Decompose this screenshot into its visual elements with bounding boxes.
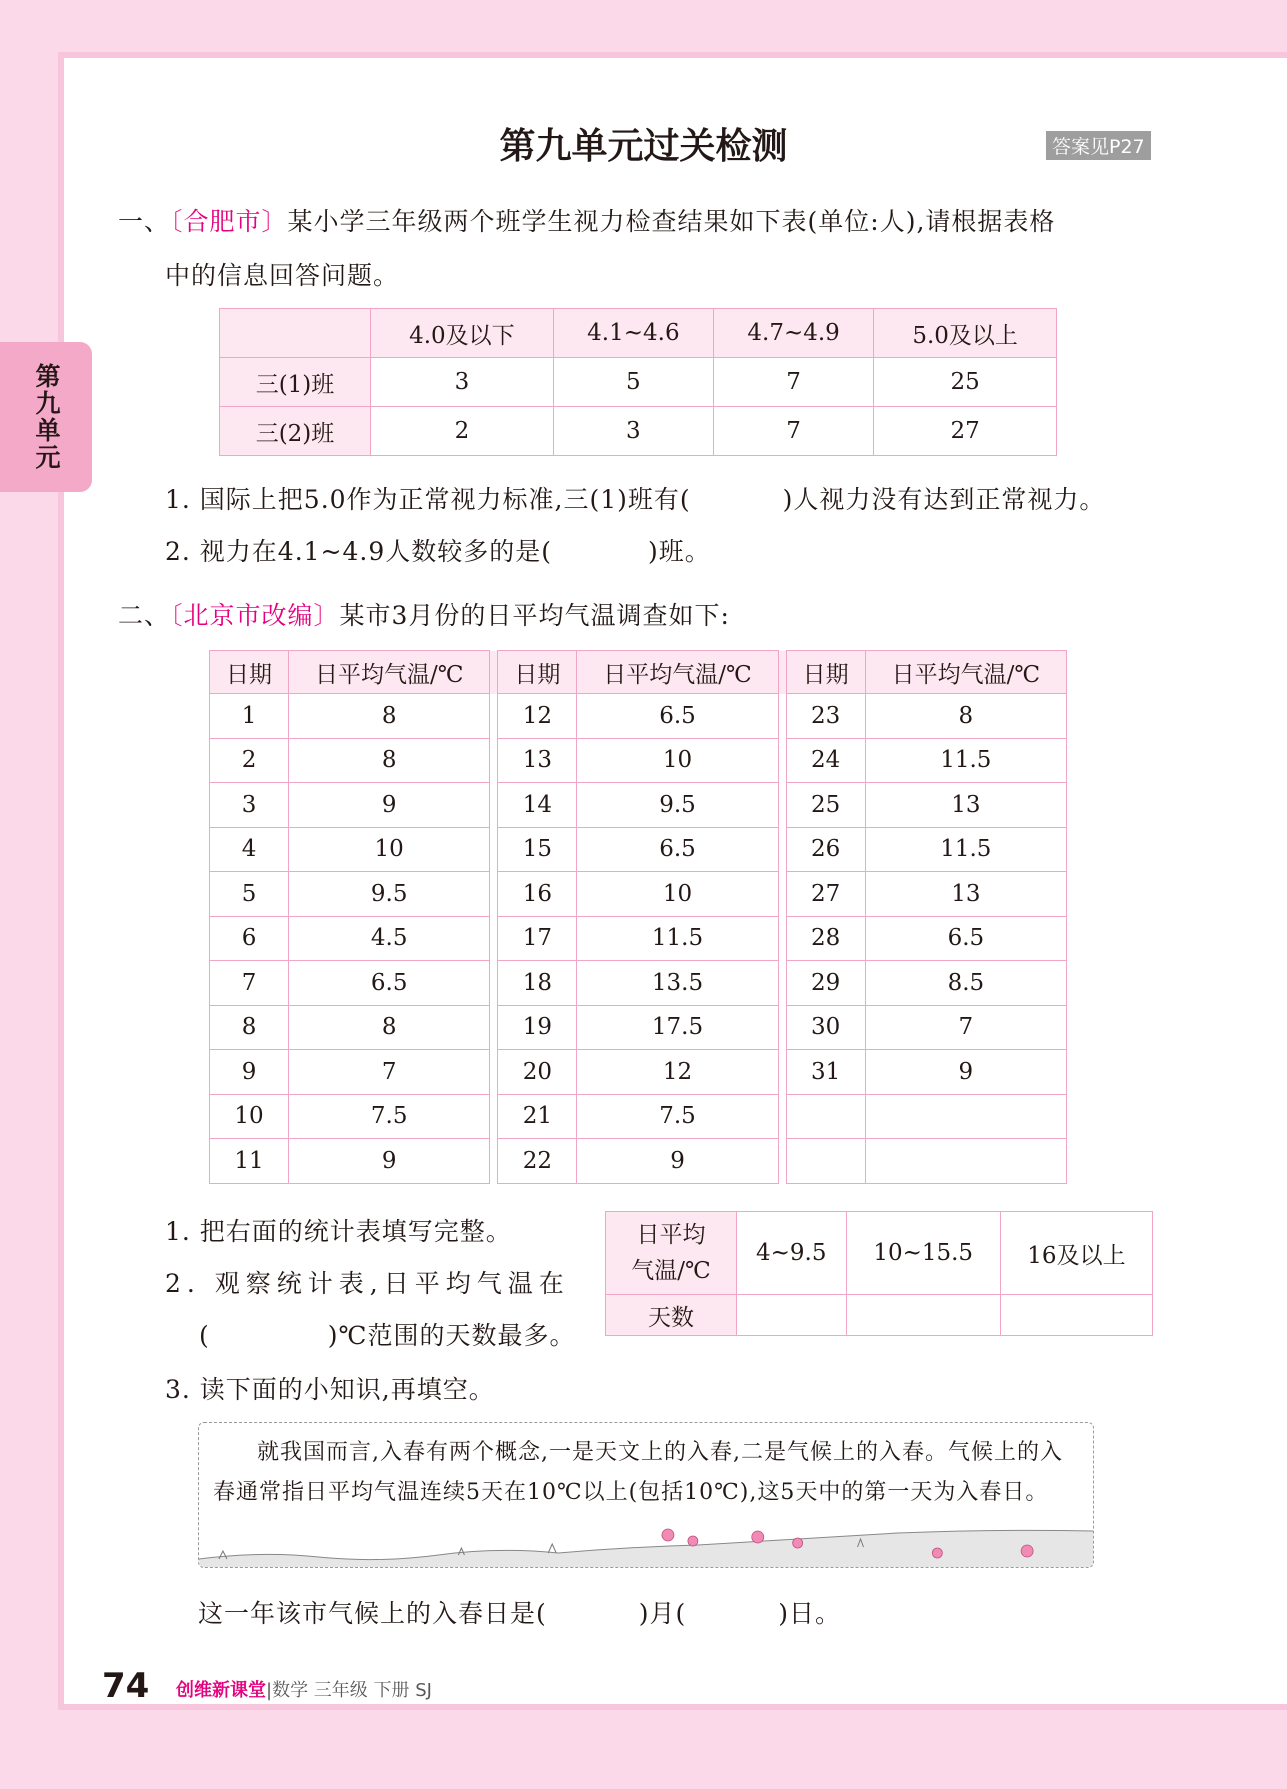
temperature-day-cell: 15 [498,827,577,872]
temperature-day-cell: 31 [786,1050,865,1095]
vision-table-row-label: 三(2)班 [220,407,371,456]
temperature-day-cell: 21 [498,1094,577,1139]
temperature-day-cell: 20 [498,1050,577,1095]
temperature-table-row [210,872,1067,917]
q2-fill-text-c: )日。 [778,1599,842,1628]
range-stat-header-label-1: 日平均 [636,1222,706,1248]
temperature-value-cell: 7.5 [577,1094,778,1139]
temperature-value-cell: 13.5 [577,961,778,1006]
temperature-day-cell: 9 [210,1050,289,1095]
range-stat-header-row [606,1212,1153,1295]
q1-sub2 [165,532,711,568]
grass-flower-decoration [199,1525,1093,1567]
temperature-value-cell: 6.5 [577,827,778,872]
range-stat-count-blank[interactable] [846,1295,1000,1336]
vision-table-cell: 25 [874,358,1057,407]
temperature-value-cell: 9 [289,783,490,828]
range-stat-header-label-2: 气温/℃ [631,1258,711,1284]
temperature-day-cell: 5 [210,872,289,917]
q1-sub1-text-b: )人视力没有达到正常视力。 [782,485,1106,514]
q2-number: 二、 [118,601,171,630]
temperature-table-row [210,961,1067,1006]
temperature-day-cell: 24 [786,738,865,783]
temperature-value-cell: 9 [289,1139,490,1184]
q1-sub2-text-a: 2. 视力在4.1~4.9人数较多的是( [165,537,553,566]
temperature-value-cell: 13 [865,872,1066,917]
temperature-value-cell: 10 [289,827,490,872]
q2-fill-text-a: 这一年该市气候上的入春日是( [198,1599,547,1628]
vision-table-cell: 5 [553,358,713,407]
q2-prompt [118,596,730,632]
unit-side-tab [0,342,92,492]
temperature-table-row [210,738,1067,783]
temperature-table-gap [778,651,786,694]
temperature-table-row [210,916,1067,961]
temperature-day-cell: 16 [498,872,577,917]
vision-table-row [220,407,1057,456]
temperature-value-cell: 6.5 [577,694,778,739]
temperature-table-gap [778,1094,786,1139]
temperature-value-cell: 7.5 [289,1094,490,1139]
temperature-table-gap [490,651,498,694]
temperature-table-gap [778,738,786,783]
temperature-header-day: 日期 [498,651,577,694]
temperature-value-cell: 11.5 [577,916,778,961]
range-stat-row-label: 天数 [606,1295,737,1336]
temperature-value-cell: 10 [577,872,778,917]
footer-series [176,1676,432,1702]
q2-sub2-line1: 2. 观察统计表,日平均气温在 [165,1269,570,1298]
temperature-table-header-row [210,651,1067,694]
temperature-value-cell [865,1094,1066,1139]
temperature-table-row [210,827,1067,872]
unit-side-tab-label: 第九单元 [32,363,61,471]
q2-fill-text-b: )月( [638,1599,687,1628]
temperature-table-gap [490,783,498,828]
range-stat-range: 10~15.5 [846,1212,1000,1295]
temperature-day-cell: 19 [498,1005,577,1050]
temperature-value-cell: 6.5 [289,961,490,1006]
q1-number: 一、 [118,207,171,236]
temperature-value-cell: 9 [865,1050,1066,1095]
temperature-day-cell: 2 [210,738,289,783]
vision-table-cell: 7 [713,407,873,456]
temperature-day-cell: 14 [498,783,577,828]
temperature-day-cell: 3 [210,783,289,828]
temperature-value-cell: 11.5 [865,827,1066,872]
temperature-day-cell: 13 [498,738,577,783]
temperature-day-cell: 7 [210,961,289,1006]
temperature-day-cell: 26 [786,827,865,872]
temperature-value-cell: 9.5 [289,872,490,917]
vision-table-row [220,358,1057,407]
vision-table-cell: 2 [371,407,554,456]
temperature-day-cell: 6 [210,916,289,961]
temperature-table-gap [490,827,498,872]
q2-text: 某市3月份的日平均气温调查如下: [339,601,730,630]
temperature-table-row [210,783,1067,828]
range-stat-header-label [606,1212,737,1295]
temperature-table-gap [778,872,786,917]
temperature-day-cell: 18 [498,961,577,1006]
q1-sub1 [165,480,1105,516]
q1-prompt-line2: 中的信息回答问题。 [165,261,400,290]
temperature-value-cell: 13 [865,783,1066,828]
temperature-value-cell [865,1139,1066,1184]
footer-separator: | [266,1680,273,1701]
range-stat-count-blank[interactable] [1000,1295,1152,1336]
page-title: 第九单元过关检测 [499,126,788,167]
temperature-value-cell: 9.5 [577,783,778,828]
temperature-header-day: 日期 [786,651,865,694]
temperature-day-cell: 25 [786,783,865,828]
vision-table-cell: 3 [371,358,554,407]
temperature-table [209,650,1067,1184]
temperature-table-gap [778,827,786,872]
q1-text: 某小学三年级两个班学生视力检查结果如下表(单位:人),请根据表格 [287,207,1056,236]
temperature-table-gap [490,738,498,783]
vision-table-cell: 7 [713,358,873,407]
temperature-day-cell: 29 [786,961,865,1006]
temperature-value-cell: 4.5 [289,916,490,961]
vision-table-header: 4.7~4.9 [713,309,873,358]
temperature-value-cell: 12 [577,1050,778,1095]
temperature-header-temp: 日平均气温/℃ [865,651,1066,694]
temperature-value-cell: 7 [865,1005,1066,1050]
q1-sub2-text-b: )班。 [648,537,711,566]
temperature-table-gap [490,1005,498,1050]
temperature-table-row [210,694,1067,739]
temperature-day-cell: 22 [498,1139,577,1184]
temperature-day-cell: 12 [498,694,577,739]
q1-prompt-line1 [118,202,1055,238]
q2-sub1: 1. 把右面的统计表填写完整。 [165,1217,512,1246]
vision-table-corner [220,309,371,358]
q2-sub2-open: ( [199,1321,210,1350]
temperature-table-gap [778,694,786,739]
vision-table-header: 5.0及以上 [874,309,1057,358]
q2-sub2-line2 [199,1316,576,1352]
temperature-day-cell: 17 [498,916,577,961]
vision-table-header: 4.0及以下 [371,309,554,358]
knowledge-note-text: 就我国而言,入春有两个概念,一是天文上的入春,二是气候上的入春。气候上的入春通常指日平均气温连续5天在10℃以上(包括10℃),这5天中的第一天为入春日。 [213,1440,1063,1505]
temperature-day-cell [786,1139,865,1184]
footer-book-info: 数学 三年级 下册 SJ [272,1680,432,1701]
temperature-day-cell: 23 [786,694,865,739]
temperature-table-gap [490,872,498,917]
temperature-day-cell: 11 [210,1139,289,1184]
answer-reference-badge: 答案见P27 [1046,131,1151,160]
temperature-day-cell: 8 [210,1005,289,1050]
range-stat-count-blank[interactable] [737,1295,847,1336]
q2-fill-line [198,1594,841,1630]
temperature-day-cell: 1 [210,694,289,739]
range-stat-range: 16及以上 [1000,1212,1152,1295]
temperature-table-row [210,1139,1067,1184]
page-number: 74 [102,1666,150,1706]
temperature-value-cell: 8 [289,1005,490,1050]
temperature-value-cell: 8 [289,738,490,783]
temperature-value-cell: 7 [289,1050,490,1095]
temperature-header-temp: 日平均气温/℃ [577,651,778,694]
q1-sub1-text-a: 1. 国际上把5.0作为正常视力标准,三(1)班有( [165,485,691,514]
temperature-table-gap [778,1050,786,1095]
temperature-table-gap [490,916,498,961]
temperature-value-cell: 11.5 [865,738,1066,783]
temperature-value-cell: 8 [865,694,1066,739]
temperature-table-gap [490,1139,498,1184]
knowledge-note-box [198,1422,1094,1568]
vision-table-header-row [220,309,1057,358]
temperature-table-gap [778,783,786,828]
footer-brand: 创维新课堂 [176,1680,266,1701]
temperature-value-cell: 6.5 [865,916,1066,961]
temperature-day-cell: 27 [786,872,865,917]
temperature-table-gap [778,1005,786,1050]
vision-table-cell: 3 [553,407,713,456]
temperature-value-cell: 8 [289,694,490,739]
q2-sub2-text-c: )℃范围的天数最多。 [327,1321,576,1350]
temperature-day-cell: 28 [786,916,865,961]
temperature-day-cell: 4 [210,827,289,872]
temperature-value-cell: 17.5 [577,1005,778,1050]
temperature-table-gap [490,961,498,1006]
temperature-header-day: 日期 [210,651,289,694]
temperature-table-row [210,1005,1067,1050]
temperature-header-temp: 日平均气温/℃ [289,651,490,694]
temperature-day-cell: 10 [210,1094,289,1139]
range-stat-table [605,1211,1153,1336]
vision-table-header: 4.1~4.6 [553,309,713,358]
vision-table-row-label: 三(1)班 [220,358,371,407]
temperature-table-gap [490,1050,498,1095]
vision-table-cell: 27 [874,407,1057,456]
temperature-table-row [210,1050,1067,1095]
range-stat-range: 4~9.5 [737,1212,847,1295]
temperature-day-cell: 30 [786,1005,865,1050]
vision-table [219,308,1057,456]
temperature-table-row [210,1094,1067,1139]
temperature-table-gap [778,1139,786,1184]
temperature-value-cell: 8.5 [865,961,1066,1006]
range-stat-count-row [606,1295,1153,1336]
temperature-value-cell: 9 [577,1139,778,1184]
temperature-table-gap [778,916,786,961]
temperature-value-cell: 10 [577,738,778,783]
temperature-table-gap [490,694,498,739]
q2-sub3: 3. 读下面的小知识,再填空。 [165,1375,495,1404]
temperature-day-cell [786,1094,865,1139]
temperature-table-gap [778,961,786,1006]
temperature-table-gap [490,1094,498,1139]
q2-source: 〔北京市改编〕 [170,601,340,630]
q1-source: 〔合肥市〕 [170,207,288,236]
